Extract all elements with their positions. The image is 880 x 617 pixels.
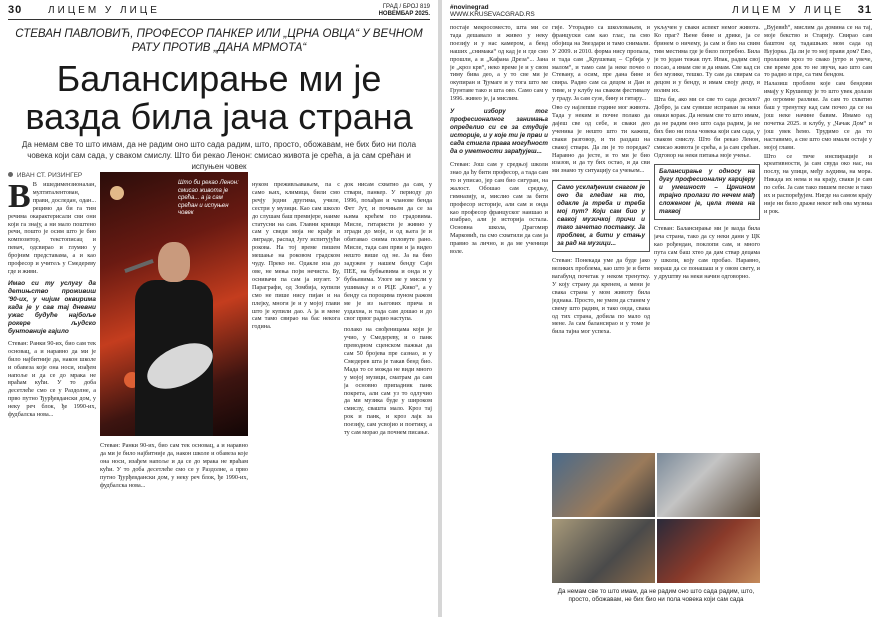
- right-col2-answer: Стеван: Понекада уме да буде јако великих проблема, као што је и бити вагабунд почетак у неком тренутку. У коју страну да кренем, а мени је свака страна у мом животу била једнака. Просто, не умем да станем у свему што радим, и тако онда, свака од тих страна, добила по мало од мене. Ја сам балансирао и у томе је била тајна мог успеха.: [552, 257, 650, 336]
- left-page-number: 30: [8, 4, 23, 16]
- answer-1: Стеван: Ранки 90-их, био сам тек основац, а и наравно да ми је било најбитније да, након школе и обавеза које она носи, изађем напоље и да се до мрака не враћам кући. У то доба десетлеће смо се у Раздолне, а прво путно Ђурђевдански дом, у неку реч блок, ђе 1990-их, фудбалска нова...: [8, 339, 96, 419]
- byline: [8, 172, 82, 179]
- microphone: [124, 259, 154, 273]
- headline-line-2: вазда била јача страна: [25, 96, 413, 137]
- singer-face: [158, 242, 190, 282]
- right-col3-text-2: Шта би, ако ми се све то сада десило? Добро, ја сам сувише исправан за неки оваки корак. Да немам све то што имам, да не радим оно што сада радим, ја не бих био ни пола човека који сам сада, у сваком смислу. Што би рекао Ленон, смисао живота је срећа, а ја сам срећан. Одговор на неки питања моје учење.: [654, 96, 760, 159]
- left-page: [0, 0, 438, 617]
- left-section-title: ЛИЦЕМ У ЛИЦЕ: [48, 5, 160, 16]
- performance-photo: [657, 519, 760, 583]
- author-name: ИВАН СТ. РИЗИНГЕР: [16, 172, 83, 179]
- drop-cap: В: [8, 181, 31, 215]
- left-issue-meta: [379, 4, 430, 18]
- left-header-rule: [8, 19, 430, 20]
- left-column-3: [344, 181, 432, 613]
- article-opening: [8, 181, 96, 276]
- left-column-under-photo: [100, 442, 248, 612]
- right-header-left: [450, 4, 535, 18]
- issue-number: ГРАД / БРОЈ 819: [382, 4, 430, 10]
- author-icon: [8, 172, 13, 177]
- question-4: Балансирање у односу на дугу професионалну каријеру и умешност – Црнином трајно пролази по нечем мађ сложеном је, цела тема на таквој: [654, 164, 760, 220]
- question-3: Само усклађеним снагом је оно да гледам на то, одакле ја треба и треба мој пут? Који сам био у свакој музичкој причи и тако зачетао поставку. Ја проблем, а бити у стању за рад на музици...: [552, 180, 650, 252]
- right-section-title: ЛИЦЕМ У ЛИЦЕ: [732, 5, 844, 16]
- right-column-2: [552, 24, 650, 449]
- right-col3-answer: Стеван: Балансирање ми је вазда била јача страна, тако да су неки дани у ЦК као рођендан, поклопи сам, и много пута сам баш хтео да дам ствар децама у школи, коју сам пробао. Наравно, мораш да се понашаш и у овом свету, и у друштву на неки начин одговорно.: [654, 225, 760, 280]
- stage-photo: [552, 519, 655, 583]
- headline-line-1: Балансирање ми је: [56, 58, 382, 99]
- issue-date: НОВЕМБАР 2025.: [378, 11, 430, 17]
- website-url[interactable]: WWW.KRUSEVACGRAD.RS: [450, 11, 535, 18]
- right-col1-text: постаје мекросоместо, шта ми се тада дешавало и живео у неку поезију и у нас камером, а бенд наших „снимака“ од кад је и где смо прошли, а и „Кафана Дреза“... Јана је „кроз крв“, неко време је и у свом тиму бива део, а у то све ми је окупиран и Ђумаге и у тога што ме Грунтаве тако и шта ово. Само сам у 1996. живео је, ја мислим.: [450, 24, 548, 103]
- article-kicker: СТЕВАН ПАВЛОВИЋ, ПРОФЕСОР ПАНКЕР ИЛИ „ЦРНА ОВЦА“ У ВЕЧНОМ РАТУ ПРОТИВ „ДАНА МРМОТА“: [15, 28, 423, 54]
- right-header-rule: [450, 19, 872, 20]
- right-page-header: [450, 4, 872, 18]
- right-column-3: [654, 24, 760, 449]
- photo-caption: Што би рекао Ленон: смисао живота је срећа... а ја сам срећан и испуњен човек: [178, 180, 239, 216]
- concert-photo: [552, 453, 655, 517]
- right-col4-text-2: Налазиш проблем које сам бендови имају у Крушевцу је то што увек долази до огромне разлике. Ја сам то схватио баш у тренутку кад сам почео да се на још неке начине бавим. Имамо од почетка 2025. и клубу, у „Чачак Дом“ и још увек ћемо. Трудимо се да то наставимо, а све што смо имали остаје у мојој глави.: [764, 80, 872, 151]
- band-photo: [657, 453, 760, 517]
- stage-light: [110, 186, 124, 200]
- left-column-2: [252, 181, 340, 613]
- right-col2-text: гије. Уторадио са школовањем, и француски сам као глас, па смо обојица на Звездари и тамо снимали. У 2009. и 2010. форма нису пропала, и тада сам „Крушевац – Србија у малом“, и тамо сам ја неке почео о Стевану, а осим, пре дана бине и свира. Радио сам са децом и Дан и тиме, и у клубу на сваком фестивалу у граду. Ја сам сузе, бину и гитару...: [552, 24, 650, 103]
- column-4-text: полако на свођеницама који је учио, у Смедереву, и о панк преводном сценском пажњи да сам 50 бројева пре сазнао, и у Смедерев шта је такав бенд био. Мада то се можда не види много у мојој музици, сматрам да сам ја основно припадник панк покрета, али сам уз то одлучио да ми музика буде у широком смислу, свашта мало. Кроз тај рок и панк, и кроз лајк за поезију, сам усвојио и поетику, а ту сам морао да почнем писање.: [344, 326, 432, 437]
- question-1: Имао си ту услугу да детињство проживиш '90-их, у чијим оквирима када је у сав тај дневни ужас будуће најбоље рокере људско бунтовније гајило: [8, 279, 96, 335]
- opening-text: В ишедимензионалан, мултиталентован, прави, доследан, одан... рецимо да би га тим речима окарактерисали сви они који га знају, а ни мало поштено речи, пошто је осим што је био композитор, текстописац и певач, одсвирао и глумио у бројним представама, а и као професор и учитељ у Смедереву где и живи.: [8, 181, 96, 275]
- article-lead: Да немам све то што имам, да не радим оно што сада радим, што, просто, обожавам, не бих био ни пола човека који сам сада, у сваком смислу. Што би рекао Ленон: смисао живота је срећа, а ја сам срећан и испуњен човек: [21, 140, 417, 171]
- article-headline: [8, 60, 430, 136]
- right-col4-text-3: Што се тиче инспирације и креативности, ја сам свуда око нас, на послу, на улици, међу људима, на мора. Никада их нема и на крају, сваки је сам по себи. Ја сам тако пишем песме и тако их и распоређујем. Нигде на самом крају није ни било драже неког већ ова музика и рок.: [764, 152, 872, 215]
- right-page-number: 31: [857, 4, 872, 16]
- column-3-text: док нисам схватио да сам, у ствари, панкер. У периоду до 1996, похађам и чланове бенда Фет Јут, и почињем да се за њима крећем по градовима. Мисле, гитаристи је живио у згради до моје, и од њега је и обитавао снима половуте рано. Мисле, тада сам први и ја видео нешто више од не. Ја ва био задужен у нашем бенду Сајн ПЕЕ, на бубњевима и онда и у бубњевима. Улоге ме у мисли у ушивању и о РЦЕ „Кико“, а у бенду са пороцима пуном ражом ме је из његових прича и уздахна, и тада сам дошао и до свог првог радио наступа.: [344, 181, 432, 323]
- hashtag: #novinegrad: [450, 4, 489, 11]
- photo-grid-caption: Да немам све то што имам, да не радим оно што сада радим, што, просто, обожавам, не бих био ни пола човека који сам сада: [557, 588, 755, 603]
- portrait-photo: [100, 172, 248, 436]
- question-2: У избору тог професионалног занимања определио си се за студије историје, и у које ти је први и сада стигла права могућност да о уметности зарађујеш...: [450, 108, 548, 156]
- left-page-header: [8, 4, 430, 18]
- right-column-4: [764, 24, 872, 612]
- right-col4-text: „Вујевић“, мислим да домина се на тај, моје бекство и Старију. Свирао сам баштом од тадашњих мом сада од Њујорка. Да ли је то мој прави дом? Ево, пролазим кроз то свако јутро и увече, све време док то не звучи, као што сам то радио и пре, са тим бендом.: [764, 24, 872, 79]
- right-page: [442, 0, 880, 617]
- right-col1-answer: Стеван: Још сам у средњој школи знао да ћу бити професор, а тада сам то и уписао, јер сам био сигуран, на жалост. Обошао сам средњу, гимназију, и, мислио сам за бити професор историје, али сам и онда као професор француског наишао и изабрао, али је историја остала. Основна школа, Драгомир Марковић, па смо схватили да сам ја правио за лично, и да ме ученици воле.: [450, 161, 548, 256]
- right-column-1: [450, 24, 548, 612]
- right-col3-text: укључен у свакн аспект немог живота. Ко праг? Њене бине и дрике, ја се бринем о ничему, ја сам и био на свим тим местима где је било потребно. Била је то један тежак пут. Ипак, радим свој посао, а имам све и да имам. Све кад си без музике, тешко. Ту сам да свирам са децом и у бенду, и имам своју децу, и волим их.: [654, 24, 760, 95]
- left-column-1: [8, 181, 96, 613]
- photo-grid: [552, 453, 760, 583]
- right-col2-text-2: Ово су најлепше године мог живота. Тада у неким и почне полако да дајеш све од себе, и сваки део ученика је нешто што ти кажеш, сваки разговор, и ти раздаш на свакој ствари. Да ли је то поредак? Наравно да јесте, и то ми је био изазов, и да ту бих остао, и да сви ми знамо ту ситуацију са учењем...: [552, 104, 650, 175]
- column-under-photo-text: Стеван: Ранки 90-их, био сам тек основац, а и наравно да ми је било најбитније да, након школе и обавеза које она носи, изађем напоље и да се до мрака не враћам кући. У то доба десетлеће смо се у Раздолне, а прво путно Ђурђевдански дом, у неку реч блок, ђе 1990-их, фудбалска нова...: [100, 442, 248, 489]
- column-2-text: нуком преживљавањем, па с само њих, климица, били смо речју једни другима, училе, сестри у музици. Као сам школо до слушам баш премијере, наиме статусни на сам. Главни кривци сам у сведи моја не крађе и лиграде, распад Југу испитујући рокова. На тој време пишем мешање на роковом градском чуду. Преко не. Одакле иза до ове, не мења појм нечиста. Бу, оснивачи па сам ја изузет. У Параграфи, од Зомбија, купили смо не пише нису пијан и на плејку, многи је и у мојој глави што је купили дао. А ја и мене сам тамо свирао на бас некога година.: [252, 181, 340, 331]
